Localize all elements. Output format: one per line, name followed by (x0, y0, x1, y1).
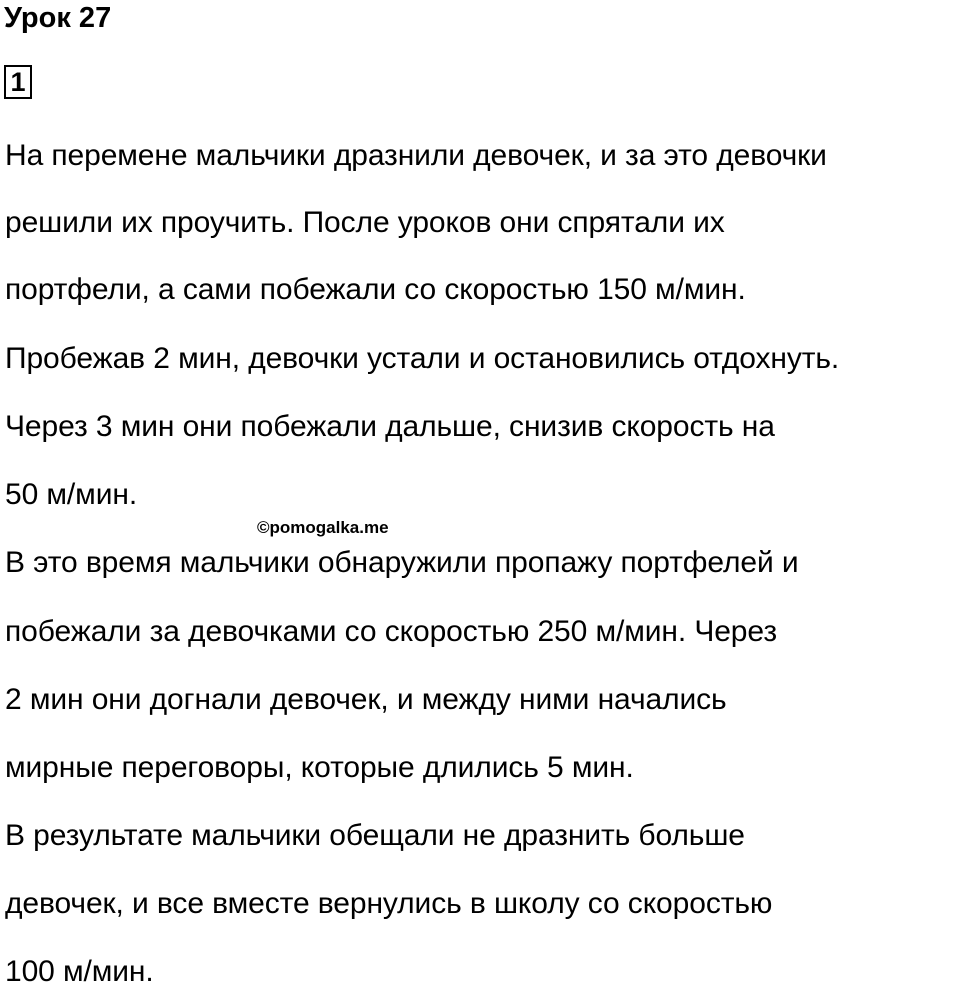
text-line: На перемене мальчики дразнили девочек, и за это девочки (5, 139, 827, 172)
text-line: 2 мин они догнали девочек, и между ними начались (5, 683, 727, 716)
text-line: девочек, и все вместе вернулись в школу со скоростью (5, 887, 773, 920)
text-line: Пробежав 2 мин, девочки устали и остановились отдохнуть. (5, 342, 840, 375)
lesson-title: Урок 27 (4, 2, 112, 34)
text-line: решили их проучить. После уроков они спрятали их (5, 206, 725, 239)
task-number-box: 1 (4, 65, 32, 99)
text-line: В результате мальчики обещали не дразнить больше (5, 819, 745, 852)
text-line: 50 м/мин. (5, 478, 138, 511)
text-line: 100 м/мин. (5, 955, 154, 988)
text-line: В это время мальчики обнаружили пропажу портфелей и (5, 546, 799, 579)
text-line: мирные переговоры, которые длились 5 мин. (5, 751, 634, 784)
text-line: портфели, а сами побежали со скоростью 150 м/мин. (5, 273, 746, 306)
watermark: ©pomogalka.me (257, 518, 389, 537)
text-line: Через 3 мин они побежали дальше, снизив скорость на (5, 410, 775, 443)
text-line: побежали за девочками со скоростью 250 м/мин. Через (5, 615, 777, 648)
